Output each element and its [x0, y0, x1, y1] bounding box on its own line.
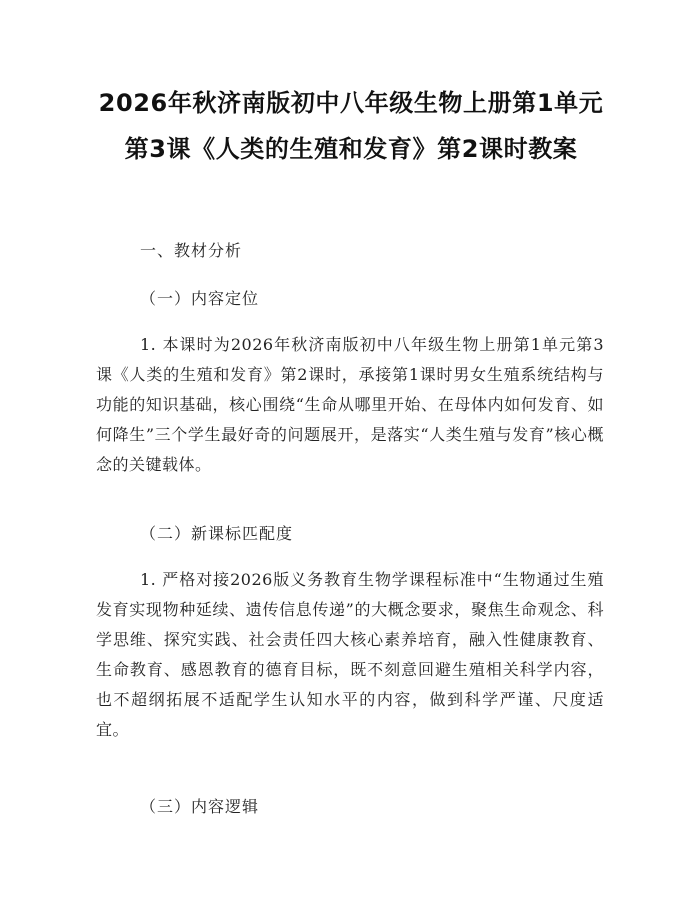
- subsection-heading-content-logic: （三）内容逻辑: [140, 797, 260, 816]
- subsection-heading-content-positioning: （一）内容定位: [140, 289, 260, 308]
- paragraph-content-positioning: 1. 本课时为2026年秋济南版初中八年级生物上册第1单元第3课《人类的生殖和发育》第2课时，承接第1课时男女生殖系统结构与功能的知识基础，核心围绕“生命从哪里开始、在母体内如何发育、如何降生”三个学生最好奇的问题展开，是落实“人类生殖与发育”核心概念的关键载体。: [96, 335, 604, 474]
- paragraph-curriculum-match: 1. 严格对接2026版义务教育生物学课程标准中“生物通过生殖发育实现物种延续、遗传信息传递”的大概念要求，聚焦生命观念、科学思维、探究实践、社会责任四大核心素养培育，融入性健康教育、生命教育、感恩教育的德育目标，既不刻意回避生殖相关科学内容，也不超纲拓展不适配学生认知水平的内容，做到科学严谨、尺度适宜。: [96, 570, 604, 739]
- document-title: 2026年秋济南版初中八年级生物上册第1单元第3课《人类的生殖和发育》第2课时教案: [98, 89, 604, 163]
- subsection-heading-curriculum-match: （二）新课标匹配度: [140, 524, 294, 543]
- section-heading-textbook-analysis: 一、教材分析: [140, 241, 243, 260]
